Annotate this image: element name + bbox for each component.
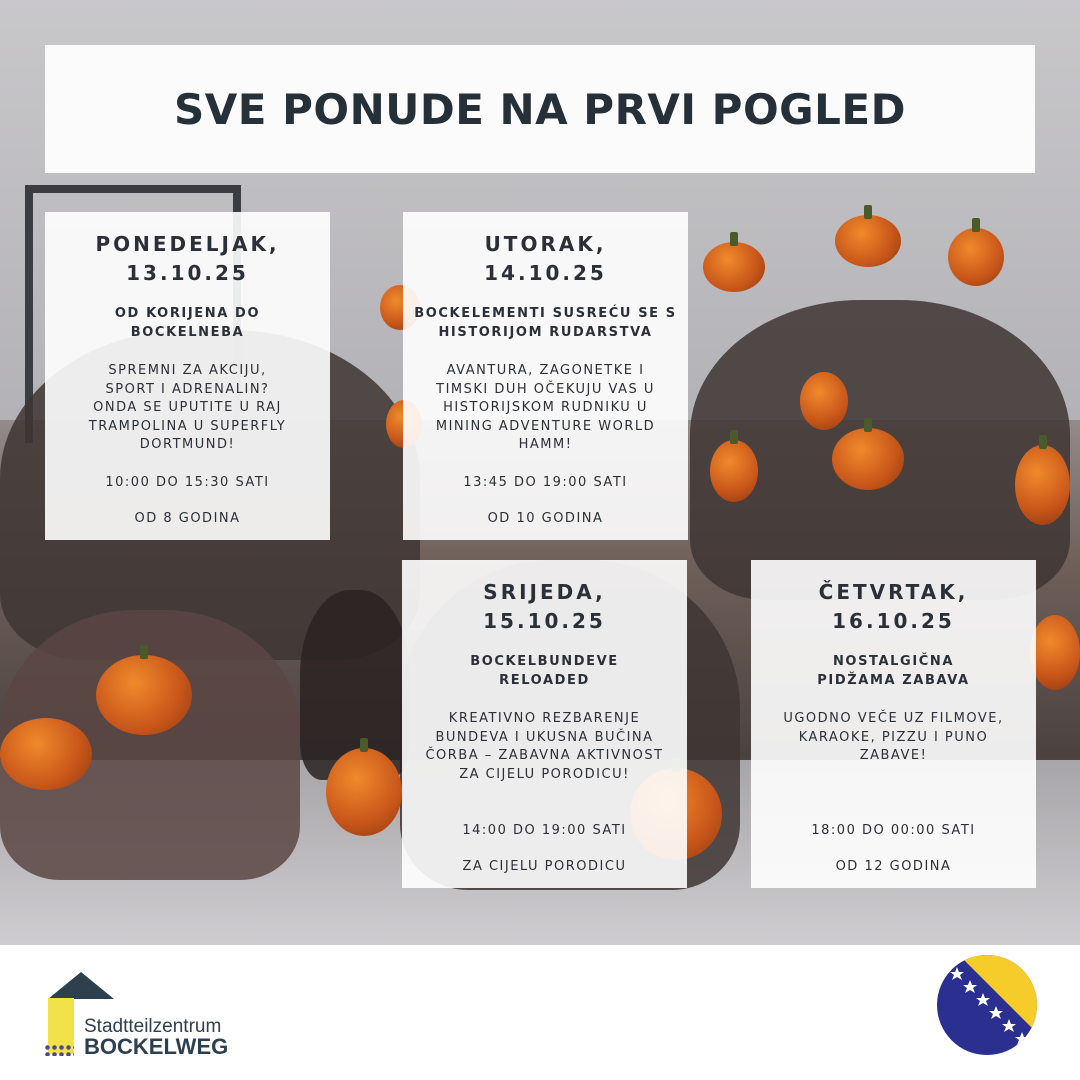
pumpkin-image [0, 718, 92, 790]
title-banner [45, 45, 1035, 173]
event-description [402, 710, 687, 784]
event-time: 10:00 DO 15:30 SATI [105, 475, 270, 490]
event-age: OD 12 GODINA [835, 859, 952, 874]
event-title-line: PIDŽAMA ZABAVA [817, 673, 970, 688]
event-description-line: ZA CIJELU PORODICU! [459, 766, 630, 782]
event-title-line: HISTORIJOM RUDARSTVA [438, 325, 653, 340]
event-title-line: RELOADED [499, 673, 590, 688]
event-weekday: PONEDELJAK, [95, 232, 280, 256]
event-title [402, 652, 687, 690]
bosnia-flag-icon [937, 955, 1037, 1055]
event-description-line: DORTMUND! [139, 437, 236, 452]
event-title [751, 652, 1036, 690]
event-age: OD 8 GODINA [134, 511, 241, 526]
event-description-line: KARAOKE, PIZZU I PUNO [798, 729, 989, 745]
pumpkin-image [1030, 615, 1080, 690]
event-weekday: ČETVRTAK, [818, 580, 969, 604]
event-time: 14:00 DO 19:00 SATI [462, 823, 627, 838]
event-description-line: ONDA SE UPUTITE U RAJ [93, 400, 282, 415]
pumpkin-image [800, 372, 848, 430]
event-description-line: BUNDEVA I UKUSNA BUČINA [435, 729, 654, 745]
event-description-line: HISTORIJSKOM RUDNIKU U [443, 400, 648, 415]
logo-dots-icon [44, 1044, 74, 1056]
event-description-line: ČORBA – ZABAVNA AKTIVNOST [425, 748, 664, 763]
pumpkin-image [326, 748, 402, 836]
event-description-line: MINING ADVENTURE WORLD [435, 418, 656, 434]
pumpkin-image [703, 242, 765, 292]
event-card-wednesday [402, 560, 687, 888]
pumpkin-image [1015, 445, 1070, 525]
event-day-heading [751, 578, 1036, 636]
event-description-line: KREATIVNO REZBARENJE [448, 711, 641, 726]
event-date: 16.10.25 [832, 609, 955, 633]
event-time: 18:00 DO 00:00 SATI [811, 823, 976, 838]
event-title-line: NOSTALGIČNA [832, 654, 955, 669]
event-day-heading [402, 578, 687, 636]
event-card-thursday [751, 560, 1036, 888]
pumpkin-image [96, 655, 192, 735]
logo-roof-icon [48, 972, 114, 999]
event-description-line: ZABAVE! [859, 748, 928, 763]
event-description-line: TRAMPOLINA U SUPERFLY [88, 418, 287, 434]
event-date: 15.10.25 [483, 609, 606, 633]
pumpkin-image [835, 215, 901, 267]
event-description-line: AVANTURA, ZAGONETKE I [446, 363, 645, 378]
event-description [45, 362, 330, 455]
event-description-line: TIMSKI DUH OČEKUJU VAS U [436, 381, 655, 397]
event-description-line: SPREMNI ZA AKCIJU, [108, 363, 267, 378]
event-day-heading [45, 230, 330, 288]
event-title-line: BOCKELNEBA [130, 325, 245, 340]
event-card-tuesday [403, 212, 688, 540]
page-title: SVE PONUDE NA PRVI POGLED [174, 84, 906, 134]
event-description [403, 362, 688, 455]
event-date: 13.10.25 [126, 261, 249, 285]
logo-line1: Stadtteilzentrum [84, 1016, 222, 1037]
pumpkin-image [832, 428, 904, 490]
event-weekday: SRIJEDA, [483, 580, 606, 604]
event-title [403, 304, 688, 342]
event-age: ZA CIJELU PORODICU [462, 859, 627, 874]
pumpkin-image [948, 228, 1004, 286]
event-description [751, 710, 1036, 766]
event-day-heading [403, 230, 688, 288]
stadtteilzentrum-logo [44, 972, 234, 1062]
event-description-line: SPORT I ADRENALIN? [105, 381, 270, 397]
event-time: 13:45 DO 19:00 SATI [463, 475, 628, 490]
event-age: OD 10 GODINA [487, 511, 604, 526]
event-description-line: HAMM! [518, 437, 573, 452]
event-title-line: BOCKELBUNDEVE [470, 654, 619, 669]
event-title [45, 304, 330, 342]
pumpkin-image [710, 440, 758, 502]
event-card-monday [45, 212, 330, 540]
event-title-line: OD KORIJENA DO [114, 306, 261, 321]
logo-line2: BOCKELWEG [84, 1034, 229, 1059]
event-weekday: UTORAK, [484, 232, 607, 256]
event-title-line: BOCKELEMENTI SUSREĆU SE S [414, 306, 677, 321]
event-date: 14.10.25 [484, 261, 607, 285]
event-description-line: UGODNO VEČE UZ FILMOVE, [783, 711, 1004, 726]
